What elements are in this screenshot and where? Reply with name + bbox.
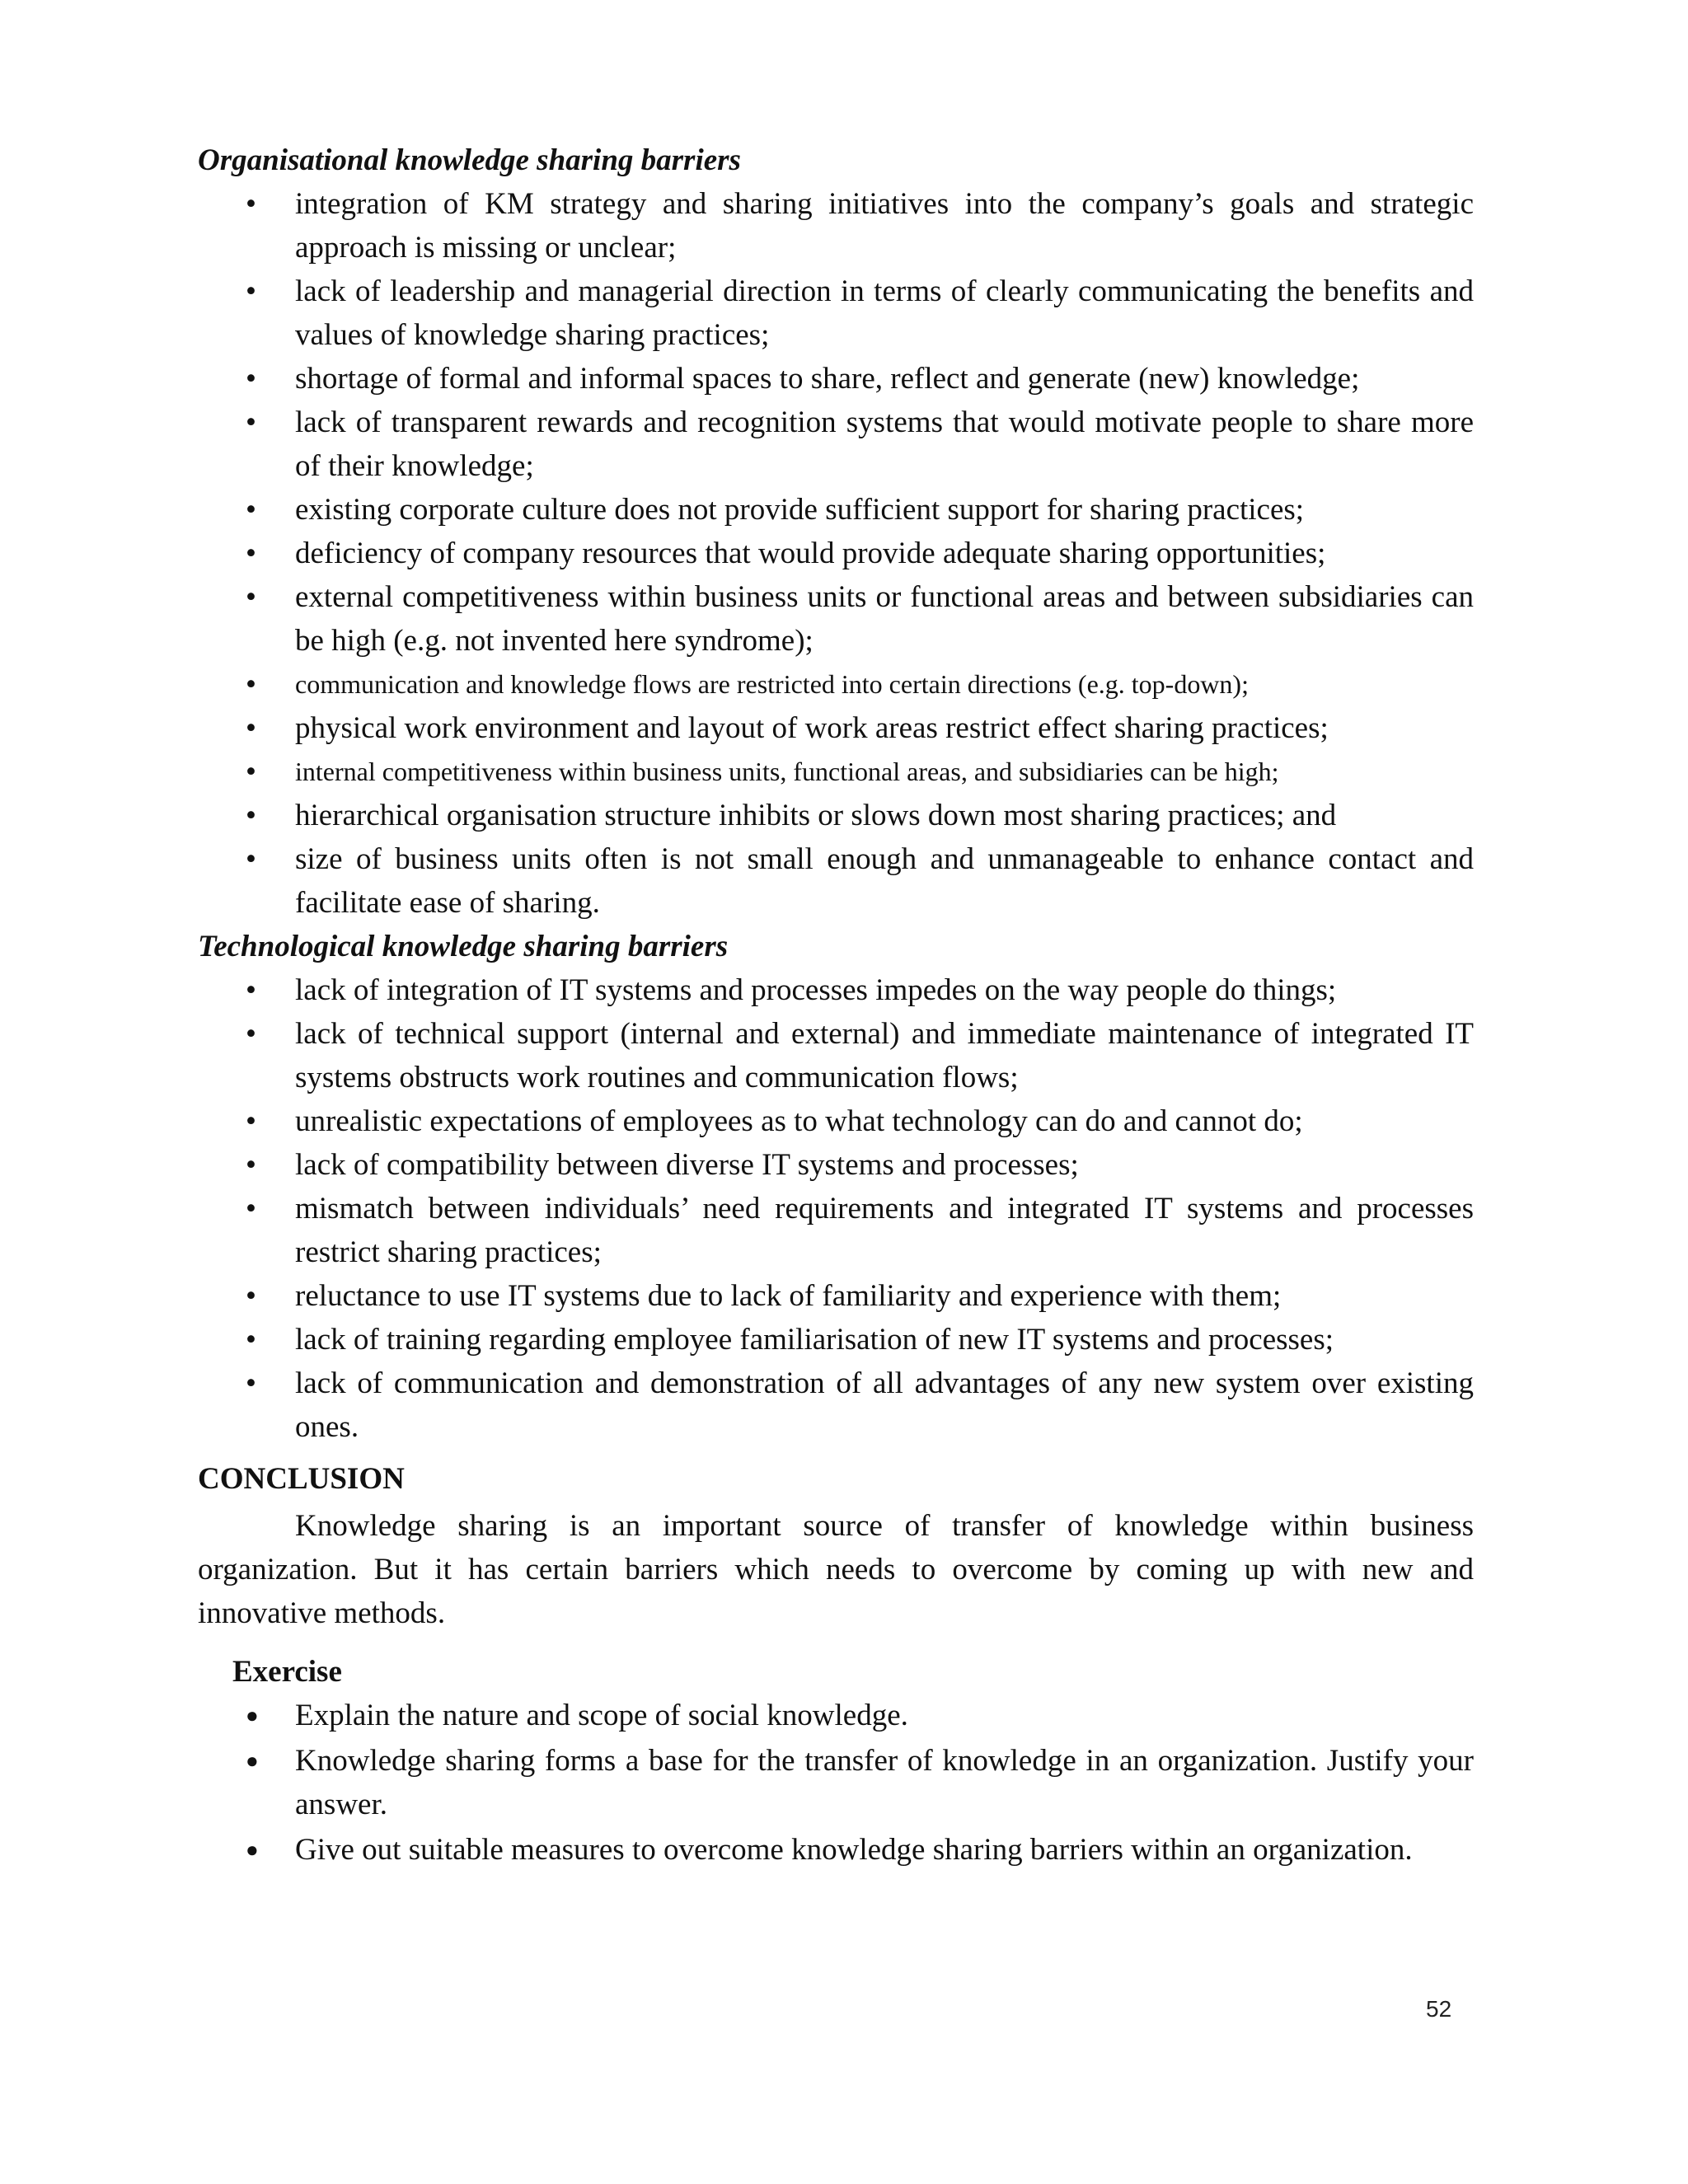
list-item: • lack of compatibility between diverse IT systems and processes; bbox=[198, 1143, 1474, 1187]
list-item: • mismatch between individuals’ need requirements and integrated IT systems and processes restrict sharing practices; bbox=[198, 1187, 1474, 1274]
list-item: • lack of technical support (internal and external) and immediate maintenance of integrated IT systems obstructs work routines and communication flows; bbox=[198, 1012, 1474, 1099]
list-item: • shortage of formal and informal spaces to share, reflect and generate (new) knowledge; bbox=[198, 357, 1474, 401]
technological-barriers-heading: Technological knowledge sharing barriers bbox=[198, 930, 729, 963]
list-item: ● Explain the nature and scope of social knowledge. bbox=[198, 1694, 1474, 1737]
organisational-barriers-heading: Organisational knowledge sharing barriers bbox=[198, 143, 741, 177]
conclusion-paragraph: Knowledge sharing is an important source of transfer of knowledge within business organization. But it has certain barriers which needs to overcome by coming up with new and innovative methods. bbox=[198, 1509, 1474, 1630]
conclusion-heading: CONCLUSION bbox=[198, 1462, 405, 1496]
list-item: • integration of KM strategy and sharing initiatives into the company’s goals and strategic approach is missing or unclear; bbox=[198, 182, 1474, 269]
document-page bbox=[198, 138, 1474, 1873]
exercise-heading: Exercise bbox=[232, 1655, 342, 1689]
list-item: • hierarchical organisation structure inhibits or slows down most sharing practices; and bbox=[198, 794, 1474, 837]
list-item: • internal competitiveness within business units, functional areas, and subsidiaries can be high; bbox=[198, 750, 1474, 794]
technological-barriers-list bbox=[198, 968, 1474, 1449]
list-item: ● Give out suitable measures to overcome knowledge sharing barriers within an organization. bbox=[198, 1828, 1474, 1872]
list-item: • lack of training regarding employee familiarisation of new IT systems and processes; bbox=[198, 1318, 1474, 1361]
list-item: • lack of communication and demonstration of all advantages of any new system over existing ones. bbox=[198, 1361, 1474, 1449]
list-item: • unrealistic expectations of employees as to what technology can do and cannot do; bbox=[198, 1099, 1474, 1143]
list-item: • external competitiveness within business units or functional areas and between subsidiaries can be high (e.g. not invented here syndrome); bbox=[198, 575, 1474, 663]
list-item: • size of business units often is not small enough and unmanageable to enhance contact and facilitate ease of sharing. bbox=[198, 837, 1474, 925]
list-item: • reluctance to use IT systems due to lack of familiarity and experience with them; bbox=[198, 1274, 1474, 1318]
list-item: • lack of leadership and managerial direction in terms of clearly communicating the benefits and values of knowledge sharing practices; bbox=[198, 269, 1474, 357]
exercise-list bbox=[198, 1694, 1474, 1872]
list-item: • communication and knowledge flows are restricted into certain directions (e.g. top-down); bbox=[198, 663, 1474, 706]
list-item: • deficiency of company resources that would provide adequate sharing opportunities; bbox=[198, 532, 1474, 575]
list-item: • lack of transparent rewards and recognition systems that would motivate people to share more of their knowledge; bbox=[198, 401, 1474, 488]
organisational-barriers-list bbox=[198, 182, 1474, 925]
list-item: • existing corporate culture does not provide sufficient support for sharing practices; bbox=[198, 488, 1474, 532]
list-item: • lack of integration of IT systems and processes impedes on the way people do things; bbox=[198, 968, 1474, 1012]
list-item: • physical work environment and layout of work areas restrict effect sharing practices; bbox=[198, 706, 1474, 750]
list-item: ● Knowledge sharing forms a base for the transfer of knowledge in an organization. Justify your answer. bbox=[198, 1739, 1474, 1826]
page-number: 52 bbox=[1426, 1996, 1452, 2022]
